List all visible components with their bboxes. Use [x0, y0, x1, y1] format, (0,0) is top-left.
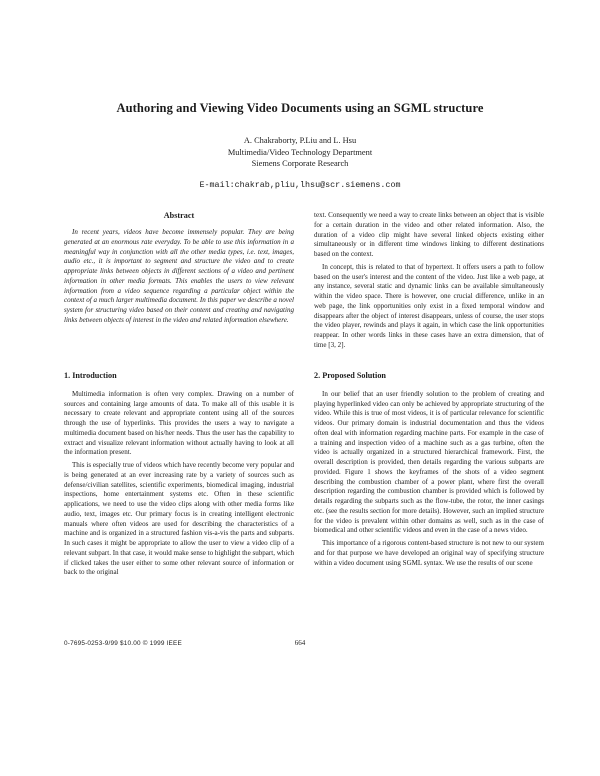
author-block — [0, 135, 600, 170]
right-paragraph-2: In concept, this is related to that of hypertext. It offers users a path to follow based on the user's interest and the content of the video. Just like a web page, at any instance, several static and dynamic links can be available simultaneously within the video space. There is however, one crucial difference, unlike in an web page, the link opportunities only exist in a fixed temporal window and disappears after the object of interest disappears, unless of course, the user stops the video player, rewinds and plays it again, in which case the link opportunities reappear. In other words links in these cases have an extra dimension, that of time [3, 2]. — [314, 262, 544, 349]
intro-paragraph-2: This is especially true of videos which have recently become very popular and is being generated at an ever increasing rate by a variety of sources such as defense/civilian satellites, scientific experiments, biomedical imaging, industrial inspections, home entertainment systems etc. Often in these scientific applications, we need to use the video clips along with other media forms like audio, text, images etc. Our primary focus is in creating intelligent electronic manuals where often videos are used for describing the characteristics of a machine and is organized in a structured fashion vis-a-vis the parts and subparts. In such cases it might be appropriate to allow the user to view a video clip of a relevant subpart. In that case, it would make sense to highlight the subpart, which if clicked takes the user either to some other relevant source of information or back to the original — [64, 461, 294, 577]
solution-paragraph-2: This importance of a rigorous content-based structure is not new to our system and for that purpose we have developed an original way of specifying structure within a video document using SGML syntax. We use the results of our scene — [314, 539, 544, 567]
affiliation: Siemens Corporate Research — [251, 159, 349, 168]
paper-title: Authoring and Viewing Video Documents using an SGML structure — [116, 101, 484, 115]
abstract-text: In recent years, videos have become immensely popular. They are being generated at an enormous rate everyday. To be able to use this information in a meaningful way in conjunction with all the other media types, i.e. text, images, audio etc., it is important to segment and structure the video and to create appropriate links between objects in different sections of a video and pertinent information in other media formats. This enables the users to view relevant information from a video sequence regarding a particular object within the context of a much larger multimedia document. In this paper we describe a novel system for structuring video based on their content and creating and navigating links between objects of interest in the video and related information elsewhere. — [64, 228, 294, 324]
author-email: E-mail:chakrab,pliu,lhsu@scr.siemens.com — [199, 180, 401, 190]
section-1-heading: 1. Introduction — [64, 371, 117, 380]
page-number: 664 — [294, 639, 306, 647]
intro-paragraph-1: Multimedia information is often very complex. Drawing on a number of sources and containing large amounts of data. To make all of this usable it is necessary to create relevant and appropriate content using all of the sources through the use of hyperlinks. This provides the users a way to navigate a multimedia document based on his/her needs. Thus the user has the capability to extract and visualize relevant information without actually having to look at all the information present. — [64, 389, 294, 457]
abstract-heading: Abstract — [163, 211, 195, 220]
section-2-heading: 2. Proposed Solution — [314, 371, 386, 380]
copyright-footer: 0-7695-0253-9/99 $10.00 © 1999 IEEE — [64, 640, 182, 647]
abstract-body — [64, 228, 294, 326]
right-paragraph-1: text. Consequently we need a way to create links between an object that is visible for a certain duration in the video and other related information. Also, the duration of a video clip might have several linked objects existing either simultaneously or in different time windows linking to different destinations based on the context. — [314, 211, 544, 258]
section-proposed-solution — [314, 371, 544, 568]
author-names: A. Chakraborty, P.Liu and L. Hsu — [243, 136, 357, 145]
department: Multimedia/Video Technology Department — [227, 147, 373, 157]
right-column-continued — [314, 211, 544, 351]
section-introduction — [64, 371, 294, 578]
solution-paragraph-1: In our belief that an user friendly solution to the problem of creating and playing hyperlinked video can only be achieved by appropriate structuring of the video. While this is true of most videos, it is of particular relevance for scientific videos. Our primary domain is industrial documentation and thus the videos often deal with information regarding machine parts. For example in the case of a training and inspection video of a machine such as a gas turbine, often the video is actually organized in a structured hierarchical framework. First, the overall description is provided, then details regarding the various subparts are provided. Figure 1 shows the keyframes of the shots of a video segment describing the combustion chamber of a power plant, where first the overall description regarding the combustion chamber is provided which is followed by details regarding the subparts such as the flow-tube, the rotor, the inner casings etc. (see the results section for more details). However, such an implied structure for the video is prevalent within other domains as well, such as in the case of biomedical and other scientific videos and even in the case of a news video. — [314, 389, 544, 535]
